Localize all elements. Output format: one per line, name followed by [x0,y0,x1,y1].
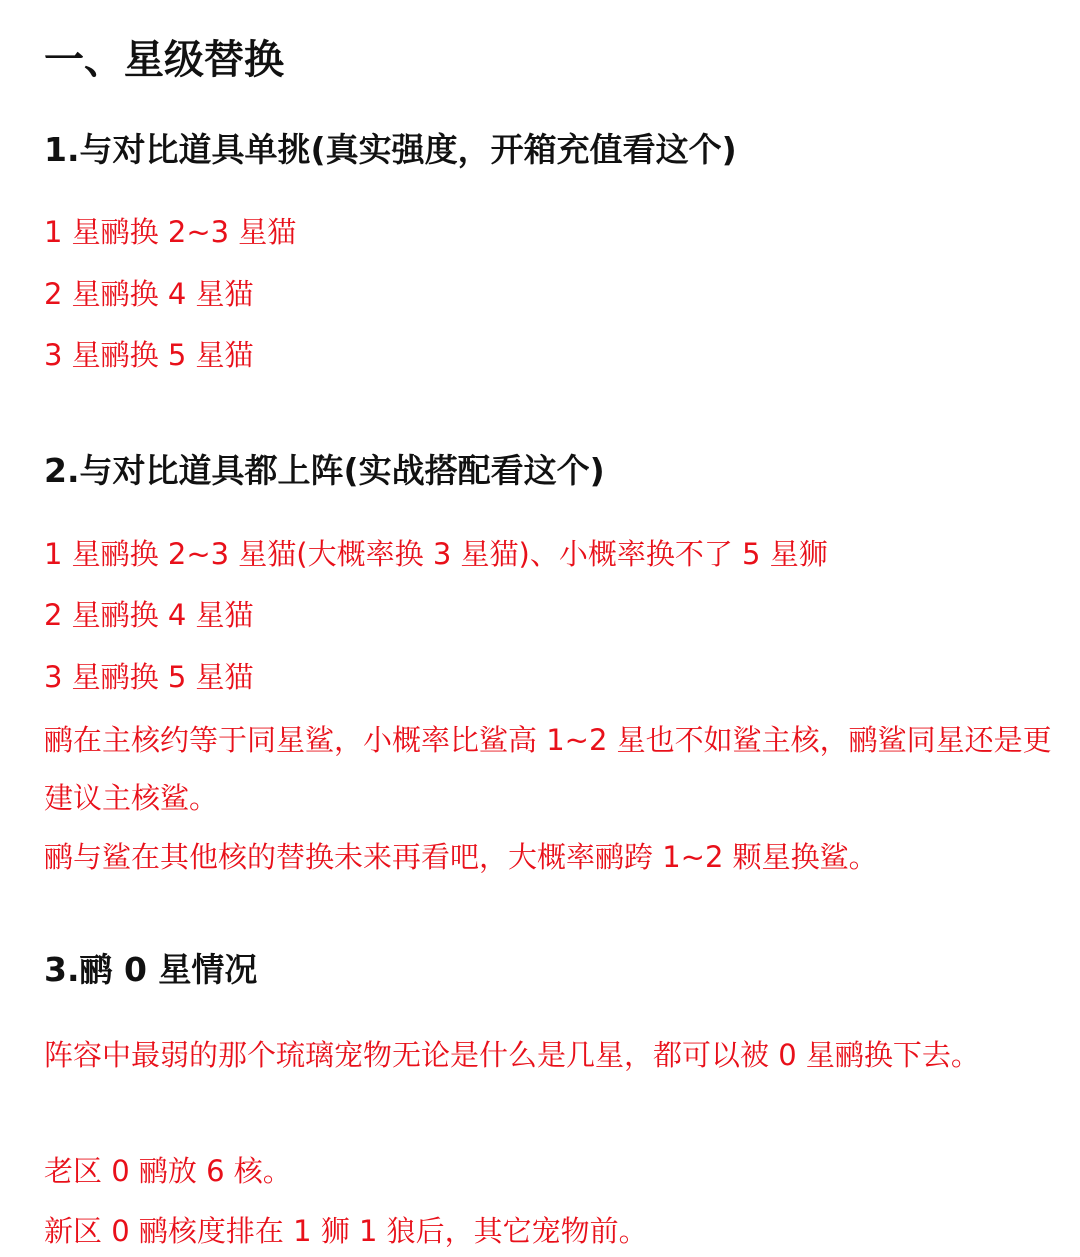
section-3-line-3: 新区 0 鹂核度排在 1 狮 1 狼后，其它宠物前。 [44,1214,648,1248]
section-2-note-1: 鹂在主核约等于同星鲨，小概率比鲨高 1~2 星也不如鲨主核，鹂鲨同星还是更建议主核鲨。 [44,723,1052,815]
section-2-line-1: 1 星鹂换 2~3 星猫(大概率换 3 星猫)、小概率换不了 5 星狮 [44,537,828,571]
section-3-line-2: 老区 0 鹂放 6 核。 [44,1154,292,1188]
section-3-title: 3.鹂 0 星情况 [44,950,258,989]
section-2-note-2: 鹂与鲨在其他核的替换未来再看吧，大概率鹂跨 1~2 颗星换鲨。 [44,840,878,874]
section-2-title: 2.与对比道具都上阵(实战搭配看这个) [44,451,605,490]
section-1-line-1: 1 星鹂换 2~3 星猫 [44,215,297,249]
section-1-title: 1.与对比道具单挑(真实强度，开箱充值看这个) [44,130,737,169]
section-1-line-2: 2 星鹂换 4 星猫 [44,277,254,311]
page-heading: 一、星级替换 [44,37,284,83]
section-3-line-1: 阵容中最弱的那个琉璃宠物无论是什么是几星，都可以被 0 星鹂换下去。 [44,1038,980,1072]
section-2-line-2: 2 星鹂换 4 星猫 [44,598,254,632]
section-2-line-3: 3 星鹂换 5 星猫 [44,660,254,694]
section-1-line-3: 3 星鹂换 5 星猫 [44,338,254,372]
